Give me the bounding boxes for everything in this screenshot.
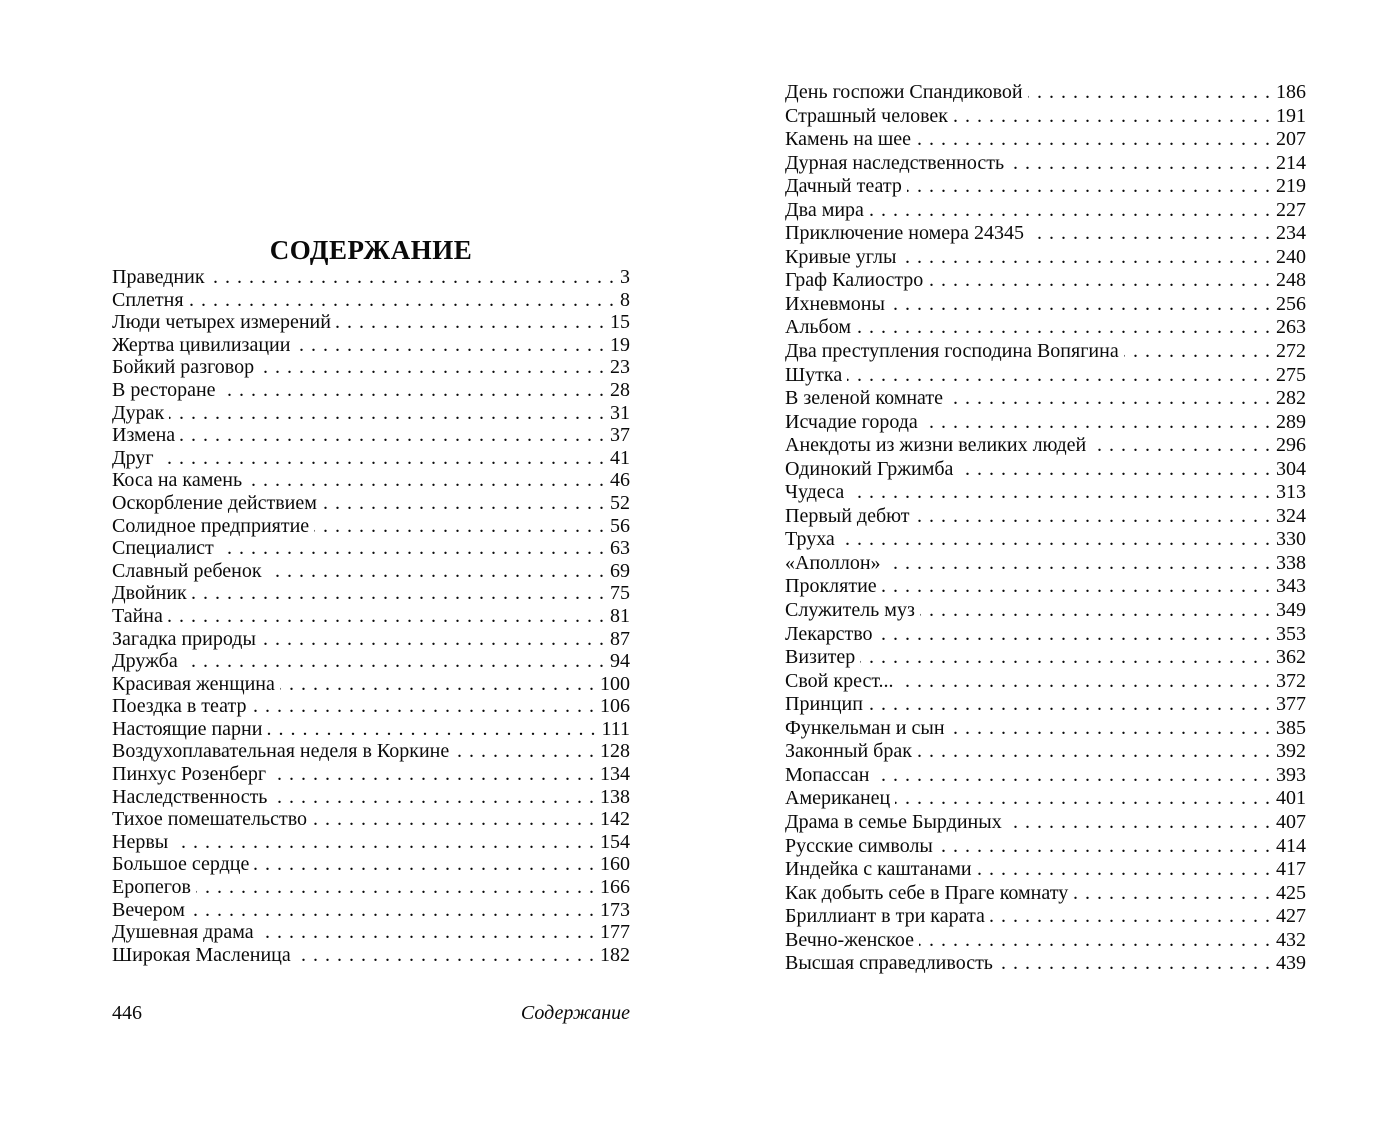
toc-entry xyxy=(112,763,630,786)
toc-entry xyxy=(112,515,630,538)
toc-entry xyxy=(112,605,630,628)
toc-entry xyxy=(785,246,1306,270)
toc-entry-title: Настоящие парни xyxy=(112,717,263,740)
toc-entry xyxy=(785,552,1306,576)
toc-entry-page: 240 xyxy=(1276,245,1306,268)
dot-leader xyxy=(1029,222,1271,245)
toc-entry-title: Мопассан xyxy=(785,763,870,786)
dot-leader xyxy=(169,402,605,425)
toc-entry-page: 248 xyxy=(1276,269,1306,292)
toc-left-column xyxy=(112,266,630,966)
toc-entry-page: 19 xyxy=(610,333,630,356)
dot-leader xyxy=(950,717,1271,740)
toc-entry-title: Функельман и сын xyxy=(785,716,945,739)
dot-leader xyxy=(267,560,605,583)
toc-entry xyxy=(785,269,1306,293)
toc-entry-title: Коса на камень xyxy=(112,469,243,492)
toc-entry xyxy=(112,718,630,741)
toc-entry xyxy=(112,899,630,922)
toc-entry-title: Специалист xyxy=(112,537,214,560)
dot-leader xyxy=(990,905,1271,928)
toc-entry-title: Праведник xyxy=(112,266,205,288)
dot-leader xyxy=(915,505,1271,528)
toc-entry xyxy=(785,646,1306,670)
toc-entry xyxy=(112,266,630,289)
dot-leader xyxy=(890,293,1271,316)
toc-entry-title: Альбом xyxy=(785,316,851,339)
toc-entry xyxy=(112,853,630,876)
dot-leader xyxy=(272,786,595,809)
toc-entry-title: Славный ребенок xyxy=(112,559,262,582)
toc-entry-title: Кривые углы xyxy=(785,245,897,268)
dot-leader xyxy=(1073,882,1271,905)
toc-entry xyxy=(785,175,1306,199)
toc-entry-title: Труха xyxy=(785,528,835,551)
toc-entry-page: 106 xyxy=(600,695,630,718)
toc-entry-page: 393 xyxy=(1276,763,1306,786)
toc-entry xyxy=(785,152,1306,176)
dot-leader xyxy=(868,693,1271,716)
toc-entry-title: Тихое помешательство xyxy=(112,808,308,831)
toc-entry xyxy=(785,693,1306,717)
toc-entry-page: 3 xyxy=(620,266,630,288)
dot-leader xyxy=(196,876,595,899)
toc-entry xyxy=(112,786,630,809)
toc-entry-page: 134 xyxy=(600,763,630,786)
toc-entry-page: 94 xyxy=(610,650,630,673)
dot-leader xyxy=(259,356,605,379)
dot-leader xyxy=(886,552,1271,575)
toc-entry-title: Наследственность xyxy=(112,785,268,808)
dot-leader xyxy=(173,831,595,854)
toc-entry-title: Проклятие xyxy=(785,575,877,598)
toc-entry xyxy=(112,582,630,605)
toc-entry-page: 414 xyxy=(1276,834,1306,857)
dot-leader xyxy=(856,316,1271,339)
toc-entry-page: 289 xyxy=(1276,410,1306,433)
toc-entry xyxy=(785,740,1306,764)
toc-entry-page: 214 xyxy=(1276,151,1306,174)
toc-entry xyxy=(785,505,1306,529)
toc-entry xyxy=(785,222,1306,246)
toc-entry-title: Камень на шее xyxy=(785,128,912,151)
dot-leader xyxy=(221,379,605,402)
toc-entry xyxy=(785,316,1306,340)
toc-entry-title: Граф Калиостро xyxy=(785,269,924,292)
toc-entry-page: 425 xyxy=(1276,881,1306,904)
toc-entry xyxy=(785,481,1306,505)
toc-entry-title: Первый дебют xyxy=(785,504,910,527)
toc-entry-title: Визитер xyxy=(785,646,856,669)
toc-entry-page: 87 xyxy=(610,627,630,650)
toc-entry xyxy=(112,650,630,673)
toc-entry-page: 432 xyxy=(1276,928,1306,951)
toc-entry-page: 263 xyxy=(1276,316,1306,339)
toc-entry xyxy=(785,717,1306,741)
toc-entry xyxy=(112,695,630,718)
toc-entry-title: Тайна xyxy=(112,604,163,627)
toc-entry-page: 142 xyxy=(600,808,630,831)
toc-entry-title: Поездка в театр xyxy=(112,695,247,718)
toc-entry-page: 324 xyxy=(1276,504,1306,527)
dot-leader xyxy=(1009,152,1271,175)
dot-leader xyxy=(901,246,1271,269)
toc-entry-page: 8 xyxy=(620,288,630,311)
toc-entry-title: Душевная драма xyxy=(112,921,254,944)
dot-leader xyxy=(895,787,1271,810)
dot-leader xyxy=(998,952,1271,975)
dot-leader xyxy=(977,858,1271,881)
toc-entry-page: 166 xyxy=(600,876,630,899)
dot-leader xyxy=(296,944,595,967)
toc-entry-page: 401 xyxy=(1276,787,1306,810)
footer-running-title: Содержание xyxy=(520,1002,630,1024)
toc-entry-page: 100 xyxy=(600,672,630,695)
dot-leader xyxy=(254,853,595,876)
toc-entry-title: Измена xyxy=(112,424,176,447)
toc-entry-page: 52 xyxy=(610,491,630,514)
dot-leader xyxy=(860,646,1271,669)
toc-entry xyxy=(785,81,1306,105)
toc-entry-title: Широкая Масленица xyxy=(112,943,291,966)
dot-leader xyxy=(322,492,605,515)
toc-entry-title: Исчадие города xyxy=(785,410,918,433)
dot-leader xyxy=(189,289,615,312)
toc-entry-page: 182 xyxy=(600,943,630,966)
toc-entry-title: Большое сердце xyxy=(112,853,250,876)
toc-entry-page: 377 xyxy=(1276,693,1306,716)
toc-entry-page: 372 xyxy=(1276,669,1306,692)
toc-entry-page: 330 xyxy=(1276,528,1306,551)
toc-entry-page: 56 xyxy=(610,514,630,537)
toc-entry-page: 338 xyxy=(1276,551,1306,574)
dot-leader xyxy=(219,537,605,560)
dot-leader xyxy=(869,199,1271,222)
toc-entry-page: 219 xyxy=(1276,175,1306,198)
toc-entry xyxy=(112,537,630,560)
toc-entry-page: 41 xyxy=(610,446,630,469)
toc-entry-page: 407 xyxy=(1276,810,1306,833)
toc-entry-page: 313 xyxy=(1276,481,1306,504)
toc-entry-title: Индейка с каштанами xyxy=(785,858,972,881)
toc-entry xyxy=(785,199,1306,223)
toc-entry xyxy=(785,835,1306,859)
toc-entry xyxy=(112,334,630,357)
toc-entry-page: 173 xyxy=(600,898,630,921)
toc-entry-title: «Аполлон» xyxy=(785,551,881,574)
toc-entry-page: 81 xyxy=(610,604,630,627)
toc-entry xyxy=(785,787,1306,811)
dot-leader xyxy=(938,835,1271,858)
dot-leader xyxy=(183,650,605,673)
toc-entry-page: 186 xyxy=(1276,81,1306,103)
toc-entry-title: Дачный театр xyxy=(785,175,902,198)
toc-entry-title: Законный брак xyxy=(785,740,912,763)
toc-entry-page: 275 xyxy=(1276,363,1306,386)
toc-entry xyxy=(112,560,630,583)
page-footer xyxy=(112,1002,630,1025)
dot-leader xyxy=(251,695,595,718)
dot-leader xyxy=(312,808,595,831)
dot-leader xyxy=(958,458,1271,481)
toc-entry-page: 75 xyxy=(610,582,630,605)
dot-leader xyxy=(847,364,1271,387)
toc-entry-title: Друг xyxy=(112,446,154,469)
toc-entry xyxy=(112,740,630,763)
toc-entry xyxy=(785,387,1306,411)
dot-leader xyxy=(192,582,605,605)
toc-entry-page: 177 xyxy=(600,921,630,944)
toc-entry-page: 362 xyxy=(1276,646,1306,669)
toc-entry-title: Русские символы xyxy=(785,834,933,857)
toc-entry-page: 392 xyxy=(1276,740,1306,763)
toc-entry-title: Воздухоплавательная неделя в Коркине xyxy=(112,740,450,763)
toc-entry-title: Чудеса xyxy=(785,481,845,504)
toc-entry xyxy=(112,402,630,425)
toc-entry xyxy=(785,858,1306,882)
toc-entry-page: 439 xyxy=(1276,952,1306,975)
toc-entry-title: В ресторане xyxy=(112,378,216,401)
dot-leader xyxy=(953,105,1271,128)
toc-entry-page: 349 xyxy=(1276,599,1306,622)
toc-entry-title: Два преступления господина Вопягина xyxy=(785,340,1119,363)
toc-entry-title: Вечером xyxy=(112,898,185,921)
toc-entry-page: 417 xyxy=(1276,858,1306,881)
toc-entry-title: Загадка природы xyxy=(112,627,256,650)
toc-entry xyxy=(785,670,1306,694)
toc-entry-title: Анекдоты из жизни великих людей xyxy=(785,434,1087,457)
toc-entry-page: 234 xyxy=(1276,222,1306,245)
toc-entry xyxy=(112,447,630,470)
toc-entry xyxy=(785,411,1306,435)
dot-leader xyxy=(190,899,595,922)
dot-leader xyxy=(454,740,595,763)
toc-entry-title: Ихневмоны xyxy=(785,292,885,315)
toc-entry-page: 63 xyxy=(610,537,630,560)
toc-entry-page: 154 xyxy=(600,830,630,853)
dot-leader xyxy=(1124,340,1271,363)
toc-entry xyxy=(112,379,630,402)
dot-leader xyxy=(271,763,595,786)
toc-entry-page: 69 xyxy=(610,559,630,582)
toc-entry xyxy=(785,882,1306,906)
toc-entry xyxy=(785,575,1306,599)
dot-leader xyxy=(314,515,605,538)
dot-leader xyxy=(948,387,1271,410)
dot-leader xyxy=(159,447,605,470)
toc-entry-page: 207 xyxy=(1276,128,1306,151)
toc-entry-page: 37 xyxy=(610,424,630,447)
toc-entry-page: 385 xyxy=(1276,716,1306,739)
toc-entry-page: 272 xyxy=(1276,340,1306,363)
toc-entry xyxy=(112,424,630,447)
toc-entry-title: Двойник xyxy=(112,582,187,605)
toc-entry-page: 427 xyxy=(1276,905,1306,928)
dot-leader xyxy=(1028,81,1271,104)
toc-entry-title: Бойкий разговор xyxy=(112,356,255,379)
toc-entry xyxy=(785,364,1306,388)
toc-entry-title: Вечно-женское xyxy=(785,928,914,951)
toc-entry xyxy=(112,628,630,651)
toc-entry xyxy=(785,811,1306,835)
toc-entry-title: Как добыть себе в Праге комнату xyxy=(785,881,1069,904)
toc-entry-title: Оскорбление действием xyxy=(112,491,317,514)
toc-entry-title: Шутка xyxy=(785,363,843,386)
toc-entry xyxy=(112,289,630,312)
toc-entry-page: 296 xyxy=(1276,434,1306,457)
toc-entry xyxy=(785,929,1306,953)
dot-leader xyxy=(1007,811,1271,834)
dot-leader xyxy=(878,623,1271,646)
toc-entry-title: Люди четырех измерений xyxy=(112,311,331,334)
dot-leader xyxy=(919,929,1271,952)
toc-entry-page: 31 xyxy=(610,401,630,424)
toc-right-column xyxy=(785,81,1306,976)
toc-entry-title: Еропегов xyxy=(112,876,191,899)
toc-entry xyxy=(785,434,1306,458)
toc-entry xyxy=(785,128,1306,152)
dot-leader xyxy=(180,424,605,447)
toc-entry-title: В зеленой комнате xyxy=(785,387,944,410)
toc-entry-title: Дурная наследственность xyxy=(785,151,1005,174)
toc-entry-page: 304 xyxy=(1276,457,1306,480)
toc-entry-page: 28 xyxy=(610,378,630,401)
toc-entry-page: 256 xyxy=(1276,292,1306,315)
toc-entry-title: Приключение номера 24345 xyxy=(785,222,1024,245)
toc-entry-page: 343 xyxy=(1276,575,1306,598)
toc-entry-title: Жертва цивилизации xyxy=(112,333,291,356)
dot-leader xyxy=(882,575,1271,598)
dot-leader xyxy=(920,599,1271,622)
toc-entry xyxy=(112,492,630,515)
toc-entry-title: Высшая справедливость xyxy=(785,952,993,975)
toc-entry-title: Бриллиант в три карата xyxy=(785,905,985,928)
toc-entry-title: Американец xyxy=(785,787,891,810)
toc-entry-title: Дурак xyxy=(112,401,165,424)
footer-page-number: 446 xyxy=(112,1002,142,1024)
toc-entry xyxy=(785,623,1306,647)
toc-entry-title: Пинхус Розенберг xyxy=(112,763,267,786)
dot-leader xyxy=(247,469,605,492)
toc-entry xyxy=(112,469,630,492)
toc-entry xyxy=(112,944,630,967)
toc-entry-title: Свой крест... xyxy=(785,669,894,692)
toc-entry-title: Лекарство xyxy=(785,622,873,645)
toc-entry xyxy=(112,808,630,831)
toc-entry xyxy=(785,599,1306,623)
toc-entry-title: Одинокий Гржимба xyxy=(785,457,954,480)
dot-leader xyxy=(899,670,1271,693)
page-title: СОДЕРЖАНИЕ xyxy=(269,235,473,266)
toc-entry xyxy=(785,764,1306,788)
toc-entry-page: 111 xyxy=(601,717,630,740)
dot-leader xyxy=(849,481,1271,504)
toc-entry-page: 128 xyxy=(600,740,630,763)
dot-leader xyxy=(917,740,1271,763)
toc-entry-title: Служитель муз xyxy=(785,599,915,622)
dot-leader xyxy=(840,528,1271,551)
toc-entry xyxy=(112,356,630,379)
dot-leader xyxy=(280,673,595,696)
toc-entry xyxy=(112,876,630,899)
dot-leader xyxy=(916,128,1271,151)
dot-leader xyxy=(874,764,1271,787)
toc-entry-page: 282 xyxy=(1276,387,1306,410)
dot-leader xyxy=(261,628,605,651)
toc-entry-title: Драма в семье Бырдиных xyxy=(785,810,1002,833)
toc-entry-title: Солидное предприятие xyxy=(112,514,310,537)
toc-entry xyxy=(785,105,1306,129)
dot-leader xyxy=(295,334,605,357)
toc-entry xyxy=(112,831,630,854)
dot-leader xyxy=(267,718,596,741)
toc-entry-title: Сплетня xyxy=(112,288,184,311)
toc-entry xyxy=(785,340,1306,364)
dot-leader xyxy=(907,175,1271,198)
toc-entry xyxy=(785,458,1306,482)
toc-entry-page: 23 xyxy=(610,356,630,379)
toc-entry-title: Красивая женщина xyxy=(112,672,275,695)
toc-entry-title: Два мира xyxy=(785,198,864,221)
toc-entry-page: 227 xyxy=(1276,198,1306,221)
toc-entry xyxy=(785,952,1306,976)
toc-entry-title: Нервы xyxy=(112,830,169,853)
toc-entry-page: 46 xyxy=(610,469,630,492)
dot-leader xyxy=(168,605,605,628)
toc-entry-page: 353 xyxy=(1276,622,1306,645)
toc-entry-title: Принцип xyxy=(785,693,863,716)
dot-leader xyxy=(1091,434,1271,457)
toc-entry xyxy=(785,528,1306,552)
toc-entry xyxy=(112,921,630,944)
dot-leader xyxy=(259,921,595,944)
toc-entry-title: Страшный человек xyxy=(785,104,949,127)
toc-entry-page: 15 xyxy=(610,311,630,334)
toc-entry xyxy=(112,673,630,696)
toc-entry-page: 138 xyxy=(600,785,630,808)
toc-entry-title: День госпожи Спандиковой xyxy=(785,81,1023,103)
toc-entry-page: 191 xyxy=(1276,104,1306,127)
dot-leader xyxy=(923,411,1271,434)
dot-leader xyxy=(336,311,605,334)
dot-leader xyxy=(210,266,615,289)
toc-entry xyxy=(785,293,1306,317)
toc-entry xyxy=(112,311,630,334)
toc-entry-title: Дружба xyxy=(112,650,178,673)
toc-entry xyxy=(785,905,1306,929)
toc-entry-page: 160 xyxy=(600,853,630,876)
dot-leader xyxy=(928,269,1271,292)
